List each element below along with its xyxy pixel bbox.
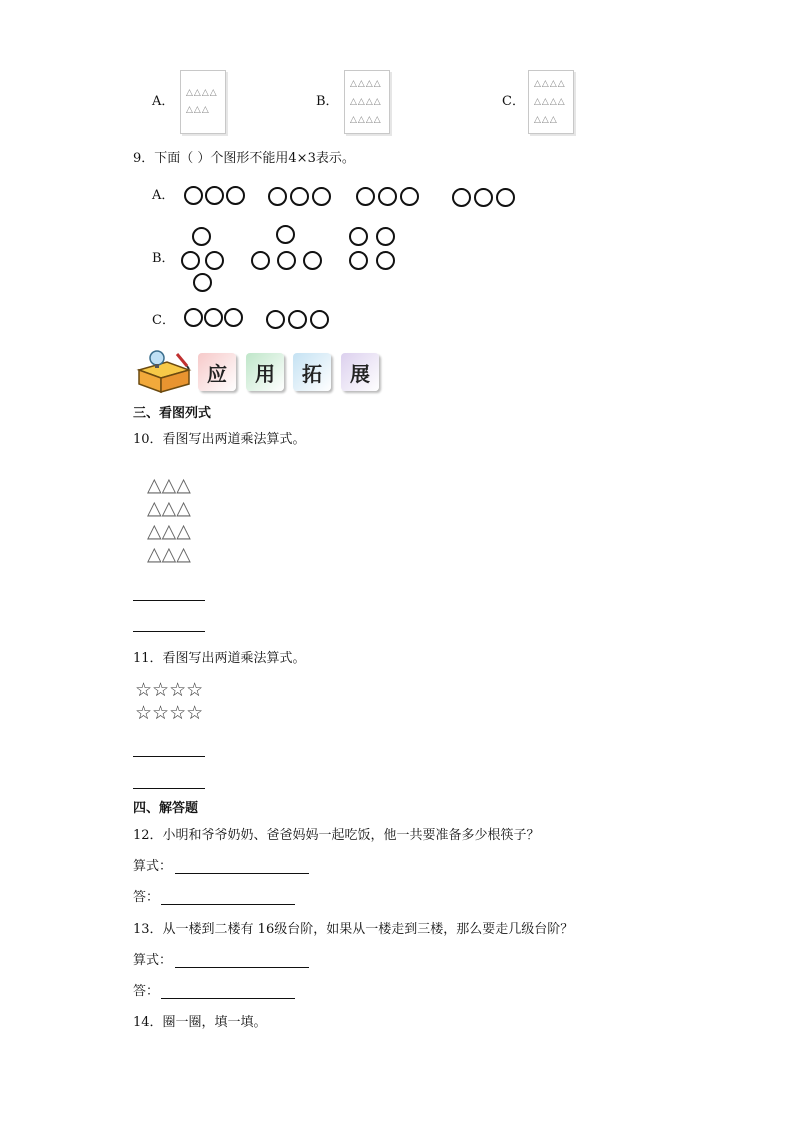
circle [303, 251, 322, 270]
circle [310, 310, 329, 329]
banner-tile-1 [198, 353, 236, 391]
q13-formula-blank[interactable] [175, 967, 309, 968]
banner-char: 展 [350, 361, 370, 386]
q11-answer-blank-2[interactable] [133, 788, 205, 789]
circle [356, 187, 375, 206]
triangle-row: △△△ [147, 497, 191, 519]
q14-question: 14．圈一圈，填一填。 [133, 1015, 267, 1030]
circle [452, 188, 471, 207]
q13-answer-blank[interactable] [161, 998, 295, 999]
circle [204, 308, 223, 327]
banner-char: 拓 [302, 361, 322, 386]
circle [251, 251, 270, 270]
circle [181, 251, 200, 270]
q12-formula-label: 算式： [133, 859, 173, 874]
q8-option-c-row: △△△ [534, 115, 558, 125]
q9-option-c-label: C． [152, 313, 175, 328]
circle [226, 186, 245, 205]
q9-option-b-label: B． [152, 251, 175, 266]
q10-answer-blank-2[interactable] [133, 631, 205, 632]
q12-formula-blank[interactable] [175, 873, 309, 874]
circle [184, 308, 203, 327]
circle [496, 188, 515, 207]
q13-question: 13．从一楼到二楼有 16级台阶，如果从一楼走到三楼，那么要走几级台阶？ [133, 922, 574, 937]
q8-option-c-card [528, 70, 574, 134]
circle [277, 251, 296, 270]
q13-formula-label: 算式： [133, 953, 173, 968]
q12-answer-label: 答： [133, 890, 160, 905]
circle [205, 186, 224, 205]
circle [205, 251, 224, 270]
circle [378, 187, 397, 206]
circle [349, 227, 368, 246]
q9-option-a-label: A． [152, 188, 175, 203]
q8-option-a-card [180, 70, 226, 134]
circle [266, 310, 285, 329]
circle [288, 310, 307, 329]
circle [276, 225, 295, 244]
triangle-row: △△△ [147, 543, 191, 565]
star-row: ☆☆☆☆ [135, 702, 204, 724]
section-3-title: 三、看图列式 [133, 406, 212, 421]
q8-option-a-row: △△△ [186, 105, 210, 115]
q13-answer-label: 答： [133, 984, 160, 999]
circle [268, 187, 287, 206]
q9-question: 9．下面（ ）个图形不能用4×3表示。 [133, 151, 355, 166]
q8-option-a-row: △△△△ [186, 88, 218, 98]
circle [349, 251, 368, 270]
q8-option-b-row: △△△△ [350, 97, 382, 107]
circle [192, 227, 211, 246]
q10-question: 10．看图写出两道乘法算式。 [133, 432, 306, 447]
banner-char: 用 [255, 361, 275, 386]
circle [474, 188, 493, 207]
circle [224, 308, 243, 327]
banner-tile-4 [341, 353, 379, 391]
q12-question: 12．小明和爷爷奶奶、爸爸妈妈一起吃饭，他一共要准备多少根筷子？ [133, 828, 540, 843]
banner-tile-2 [246, 353, 284, 391]
q11-answer-blank-1[interactable] [133, 756, 205, 757]
treasure-box-icon [133, 348, 195, 394]
q8-option-a-label: A． [152, 94, 175, 109]
section-4-title: 四、解答题 [133, 801, 199, 816]
q11-question: 11．看图写出两道乘法算式。 [133, 651, 306, 666]
banner-char: 应 [207, 361, 227, 386]
triangle-row: △△△ [147, 520, 191, 542]
circle [376, 227, 395, 246]
circle [400, 187, 419, 206]
q8-option-c-row: △△△△ [534, 79, 566, 89]
circle [312, 187, 331, 206]
banner-tile-3 [293, 353, 331, 391]
q10-answer-blank-1[interactable] [133, 600, 205, 601]
star-row: ☆☆☆☆ [135, 679, 204, 701]
q8-option-b-card [344, 70, 390, 134]
q12-answer-blank[interactable] [161, 904, 295, 905]
q8-option-c-label: C． [502, 94, 525, 109]
q8-option-b-label: B． [316, 94, 339, 109]
q8-option-b-row: △△△△ [350, 115, 382, 125]
circle [376, 251, 395, 270]
triangle-row: △△△ [147, 474, 191, 496]
circle [290, 187, 309, 206]
circle [193, 273, 212, 292]
q8-option-c-row: △△△△ [534, 97, 566, 107]
q8-option-b-row: △△△△ [350, 79, 382, 89]
circle [184, 186, 203, 205]
